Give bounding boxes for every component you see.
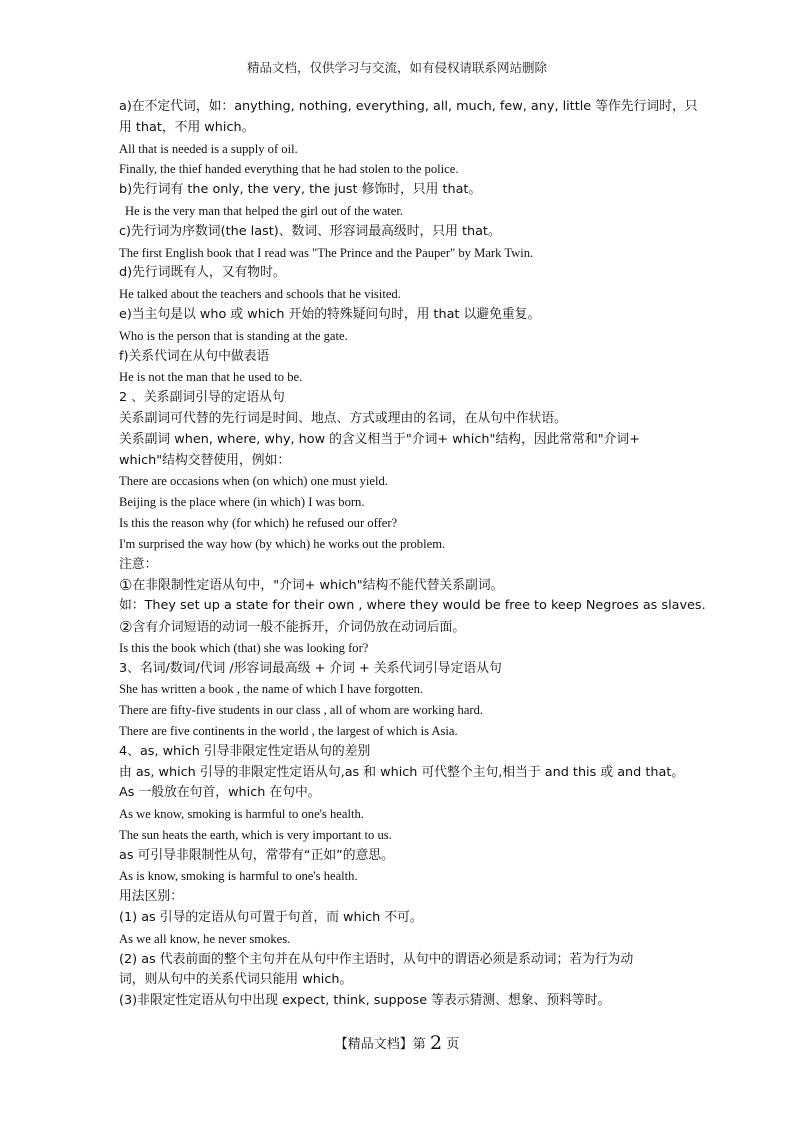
text-line <box>119 471 685 492</box>
line-text: Is this the book which (that) she was looking for? <box>119 640 369 655</box>
text-line <box>119 243 685 264</box>
text-line <box>119 763 685 784</box>
line-text: Beijing is the place where (in which) I was born. <box>119 495 365 510</box>
line-text: as 可引导非限制性从句，常带有“正如”的意思。 <box>119 847 394 863</box>
line-text: Is this the reason why (for which) he refused our offer? <box>119 515 398 530</box>
line-text: The sun heats the earth, which is very important to us. <box>119 827 392 842</box>
page-footer <box>0 1032 794 1054</box>
line-text: There are occasions when (on which) one must yield. <box>119 474 388 489</box>
text-line <box>119 659 685 680</box>
line-text: 3、名词/数词/代词 /形容词最高级 + 介词 + 关系代词引导定语从句 <box>119 660 502 676</box>
text-line <box>119 118 685 139</box>
circled-number-marker: ② <box>119 617 133 636</box>
text-line <box>119 866 685 887</box>
line-text: (3)非限定性定语从句中出现 expect, think, suppose 等表示猜测、想象、预料等时。 <box>119 993 611 1009</box>
text-line <box>119 783 685 804</box>
line-text: There are five continents in the world , the largest of which is Asia. <box>119 723 458 738</box>
text-line <box>119 451 685 472</box>
line-text: There are fifty-five students in our class , all of whom are working hard. <box>119 703 484 718</box>
line-text: 注意： <box>119 556 158 572</box>
line-text: I'm surprised the way how (by which) he works out the problem. <box>119 536 446 551</box>
line-text: 词，则从句中的关系代词只能用 which。 <box>119 972 353 988</box>
line-text: He is not the man that he used to be. <box>119 370 303 385</box>
text-line <box>119 638 685 659</box>
text-line <box>119 991 685 1012</box>
text-line <box>119 721 685 742</box>
text-line <box>119 263 685 284</box>
footer-page-number: 2 <box>429 1032 443 1054</box>
text-line <box>119 700 685 721</box>
footer-suffix: 页 <box>446 1037 460 1052</box>
text-line <box>119 617 685 638</box>
line-text: All that is needed is a supply of oil. <box>119 141 298 156</box>
footer-label: 【精品文档】第 <box>334 1037 426 1052</box>
text-line <box>119 804 685 825</box>
page-header: 精品文档，仅供学习与交流，如有侵权请联系网站删除 <box>246 60 547 75</box>
line-text: which"结构交替使用，例如： <box>119 452 291 468</box>
line-text: 关系副词 when, where, why, how 的含义相当于"介词+ which"结构，因此常常和"介词+ <box>119 431 640 447</box>
line-text: b)先行词有 the only, the very, the just 修饰时，只用 that。 <box>119 182 482 198</box>
line-text: He is the very man that helped the girl out of the water. <box>125 203 404 218</box>
text-line <box>119 534 685 555</box>
line-text: As 一般放在句首，which 在句中。 <box>119 785 321 801</box>
line-text: Who is the person that is standing at the gate. <box>119 328 348 343</box>
text-line <box>119 887 685 908</box>
line-text: 用 that，不用 which。 <box>119 119 255 135</box>
text-line <box>119 367 685 388</box>
text-line <box>119 347 685 368</box>
circled-number-marker: ① <box>119 576 133 595</box>
line-text: f)关系代词在从句中做表语 <box>119 348 270 364</box>
text-line <box>119 970 685 991</box>
line-text: The first English book that I read was "The Prince and the Pauper" by Mark Twin. <box>119 245 534 260</box>
line-text: 用法区别： <box>119 889 183 905</box>
text-line <box>119 950 685 971</box>
text-line <box>119 284 685 305</box>
text-line <box>119 555 685 576</box>
line-text: 由 as, which 引导的非限定性定语从句,as 和 which 可代整个主句,相当于 and this 或 and that。 <box>119 764 685 780</box>
text-line <box>119 222 685 243</box>
text-line <box>119 305 685 326</box>
line-text: (1) as 引导的定语从句可置于句首，而 which 不可。 <box>119 910 423 926</box>
text-line <box>119 513 685 534</box>
text-line <box>119 139 685 160</box>
line-text: c)先行词为序数词(the last)、数词、形容词最高级时，只用 that。 <box>119 223 501 239</box>
line-text: 2 、关系副词引导的定语从句 <box>119 390 285 406</box>
line-text: e)当主句是以 who 或 which 开始的特殊疑问句时，用 that 以避免重复。 <box>119 306 541 322</box>
line-text: Finally, the thief handed everything that he had stolen to the police. <box>119 162 459 177</box>
line-text: As we know, smoking is harmful to one's health. <box>119 807 364 822</box>
text-line <box>119 575 685 596</box>
text-line <box>119 388 685 409</box>
line-text: She has written a book , the name of which I have forgotten. <box>119 682 424 697</box>
line-text: He talked about the teachers and schools that he visited. <box>119 287 401 302</box>
line-text: 关系副词可代替的先行词是时间、地点、方式或理由的名词，在从句中作状语。 <box>119 410 567 426</box>
line-text: (2) as 代表前面的整个主句并在从句中作主语时，从句中的谓语必须是系动词；若为行为动 <box>119 951 634 967</box>
text-line <box>119 97 698 118</box>
line-text: As we all know, he never smokes. <box>119 931 291 946</box>
document-body <box>119 97 706 1012</box>
text-line <box>119 180 685 201</box>
text-line <box>119 742 685 763</box>
text-line <box>119 409 685 430</box>
line-text: a)在不定代词，如：anything, nothing, everything, all, much, few, any, little 等作先行词时，只 <box>119 99 698 114</box>
line-text: As is know, smoking is harmful to one's health. <box>119 869 358 884</box>
text-line <box>119 679 685 700</box>
text-line <box>119 846 685 867</box>
text-line <box>119 201 685 222</box>
line-text: 4、as, which 引导非限定性定语从句的差别 <box>119 743 371 759</box>
text-line <box>119 430 685 451</box>
line-text: 如：They set up a state for their own , where they would be free to keep Negroes as slaves. <box>119 598 706 614</box>
text-line <box>119 596 706 617</box>
line-text: 在非限制性定语从句中，"介词+ which"结构不能代替关系副词。 <box>132 578 504 594</box>
text-line <box>119 929 685 950</box>
text-line <box>119 908 685 929</box>
text-line <box>119 159 685 180</box>
text-line <box>119 825 685 846</box>
line-text: 含有介词短语的动词一般不能拆开，介词仍放在动词后面。 <box>132 619 466 635</box>
line-text: d)先行词既有人，又有物时。 <box>119 265 286 281</box>
text-line <box>119 492 685 513</box>
text-line <box>119 326 685 347</box>
